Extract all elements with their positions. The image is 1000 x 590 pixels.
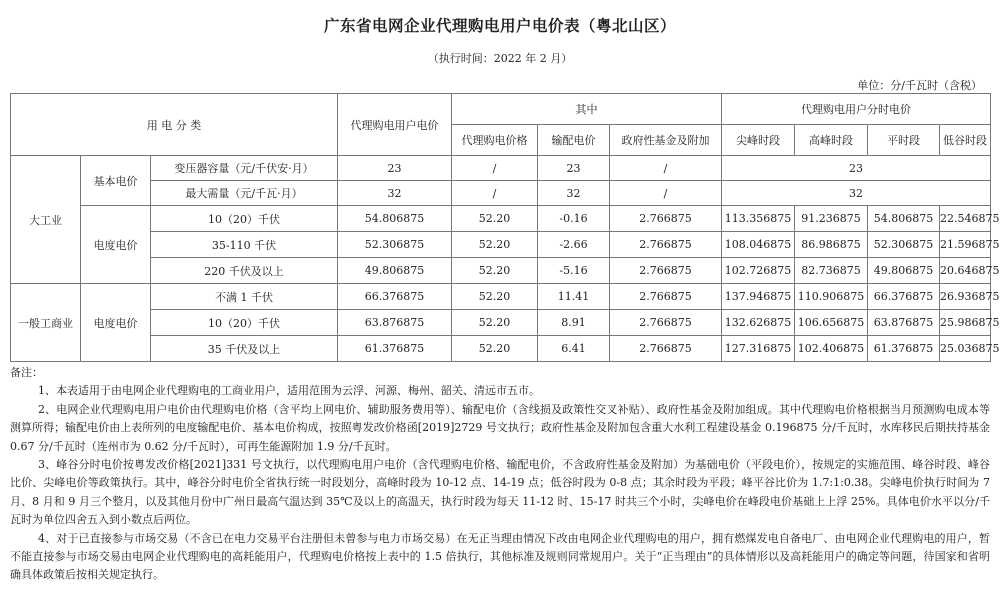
flat-cell: 61.376875 [868,336,940,362]
fund-cell: 2.766875 [610,258,722,284]
fund-cell: 2.766875 [610,206,722,232]
row-label: 35 千伏及以上 [151,336,338,362]
row-label: 不满 1 千伏 [151,284,338,310]
flat-cell: 54.806875 [868,206,940,232]
note-item: 3、峰谷分时电价按粤发改价格[2021]331 号文执行，以代理购电用户电价（含代理购电价格、输配电价，不含政府性基金及附加）为基础电价（平段电价），按规定的实施范围、峰谷时段、峰谷比价、尖峰电价等政策执行。其中，峰谷分时电价全省执行统一时段划分，高峰时段为 10-12 点、14-19 点；低谷时段为 0-8 点；其余时段为平段；峰平谷比价为 1.7:1:0.38。尖峰电价执行时间为 7 月、8 月和 9 月三个整月，以及其他月份中广州日最高气温达到 35℃及以上的高温天，执行时段为每天 11-12 时、15-17 时共三个小时，尖峰电价在峰段电价基础上上浮 25%。具体电价水平以分/千瓦时为单位四舍五入到小数点后两位。 [10,458,990,527]
valley-header: 低谷时段 [940,125,991,156]
price-cell: 49.806875 [338,258,452,284]
row-label: 最大需量（元/千瓦·月） [151,181,338,206]
price-cell: 66.376875 [338,284,452,310]
proxy-cell: 52.20 [452,310,538,336]
flat-header: 平时段 [868,125,940,156]
page-title: 广东省电网企业代理购电用户电价表（粤北山区） [323,17,676,35]
price-cell: 54.806875 [338,206,452,232]
transmission-cell: 11.41 [538,284,610,310]
price-cell: 23 [338,156,452,181]
subgroup-label-energy: 电度电价 [81,206,151,284]
fund-cell: / [610,181,722,206]
price-cell: 63.876875 [338,310,452,336]
note-item: 1、本表适用于由电网企业代理购电的工商业用户，适用范围为云浮、河源、梅州、韶关、清远市五市。 [38,384,540,398]
peak-cell: 91.236875 [795,206,868,232]
transmission-cell: -0.16 [538,206,610,232]
subgroup-label-basic: 基本电价 [81,156,151,206]
transmission-cell: -5.16 [538,258,610,284]
sharp-cell: 137.946875 [722,284,795,310]
execution-date: （执行时间：2022 年 2 月） [427,52,573,65]
table-row [11,206,991,232]
fund-cell: / [610,156,722,181]
note-item: 4、对于已直接参与市场交易（不含已在电力交易平台注册但未曾参与电力市场交易）在无正当理由情况下改由电网企业代理购电的用户，拥有燃煤发电自备电厂、由电网企业代理购电的用户，暂不能直接参与市场交易由电网企业代理购电的高耗能用户，代理购电价格按上表中的 1.5 倍执行，其他标准及规则同常规用户。关于“正当理由”的具体情形以及高耗能用户的确定等问题，待国家和省明确具体政策后按相关规定执行。 [10,531,990,582]
table-row [11,156,991,181]
tou-group-header: 代理购电用户分时电价 [722,94,991,125]
transmission-cell: -2.66 [538,232,610,258]
sharp-header: 尖峰时段 [722,125,795,156]
valley-cell: 25.986875 [940,310,991,336]
transmission-cell: 6.41 [538,336,610,362]
tariff-table [10,93,1000,362]
valley-cell: 22.546875 [940,206,991,232]
table-row [11,310,991,336]
peak-cell: 102.406875 [795,336,868,362]
group-label-large: 大工业 [11,156,81,284]
table-row [11,181,991,206]
transmission-header: 输配电价 [538,125,610,156]
valley-cell: 25.036875 [940,336,991,362]
proxy-cell: / [452,156,538,181]
fund-header: 政府性基金及附加 [610,125,722,156]
proxy-cell: 52.20 [452,284,538,310]
flat-cell: 63.876875 [868,310,940,336]
transmission-cell: 23 [538,156,610,181]
peak-cell: 86.986875 [795,232,868,258]
flat-cell: 52.306875 [868,232,940,258]
valley-cell: 20.646875 [940,258,991,284]
tou-merged-cell: 32 [722,181,991,206]
flat-cell: 49.806875 [868,258,940,284]
price-cell: 32 [338,181,452,206]
note-item: 2、电网企业代理购电用户电价由代理购电价格（含平均上网电价、辅助服务费用等）、输配电价（含线损及政策性交叉补贴）、政府性基金及附加组成。其中代理购电价格根据当月预测购电成本等测算所得；输配电价由上表所列的电度输配电价、基本电价构成，按照粤发改价格函[2019]2729 号文执行；政府性基金及附加包含重大水利工程建设基金 0.196875 分/千瓦时，水库移民后期扶持基金 0.67 分/千瓦时（连州市为 0.62 分/千瓦时），可再生能源附加 1.9 分/千瓦时。 [10,402,990,453]
sharp-cell: 127.316875 [722,336,795,362]
row-label: 10（20）千伏 [151,206,338,232]
of-which-header: 其中 [452,94,722,125]
row-label: 变压器容量（元/千伏安·月） [151,156,338,181]
fund-cell: 2.766875 [610,232,722,258]
valley-cell: 21.596875 [940,232,991,258]
table-row [11,336,991,362]
table-row [11,284,991,310]
unit-label: 单位：分/千瓦时（含税） [857,79,982,92]
peak-cell: 110.906875 [795,284,868,310]
proxy-cell: 52.20 [452,336,538,362]
proxy-price-header: 代理购电价格 [452,125,538,156]
proxy-cell: 52.20 [452,232,538,258]
peak-cell: 82.736875 [795,258,868,284]
transmission-cell: 32 [538,181,610,206]
row-label: 220 千伏及以上 [151,258,338,284]
transmission-cell: 8.91 [538,310,610,336]
price-cell: 52.306875 [338,232,452,258]
sharp-cell: 102.726875 [722,258,795,284]
flat-cell: 66.376875 [868,284,940,310]
price-cell: 61.376875 [338,336,452,362]
fund-cell: 2.766875 [610,336,722,362]
proxy-cell: 52.20 [452,206,538,232]
sharp-cell: 132.626875 [722,310,795,336]
notes-heading: 备注： [10,366,43,379]
group-label-general: 一般工商业 [11,284,81,362]
sharp-cell: 108.046875 [722,232,795,258]
notes-section [10,364,990,585]
valley-cell: 26.936875 [940,284,991,310]
fund-cell: 2.766875 [610,310,722,336]
peak-header: 高峰时段 [795,125,868,156]
fund-cell: 2.766875 [610,284,722,310]
category-header: 用 电 分 类 [11,94,338,156]
row-label: 10（20）千伏 [151,310,338,336]
row-label: 35-110 千伏 [151,232,338,258]
table-row [11,232,991,258]
price-header: 代理购电用户电价 [338,94,452,156]
peak-cell: 106.656875 [795,310,868,336]
table-row [11,258,991,284]
tou-merged-cell: 23 [722,156,991,181]
proxy-cell: / [452,181,538,206]
proxy-cell: 52.20 [452,258,538,284]
sharp-cell: 113.356875 [722,206,795,232]
subgroup-label-energy-general: 电度电价 [81,284,151,362]
